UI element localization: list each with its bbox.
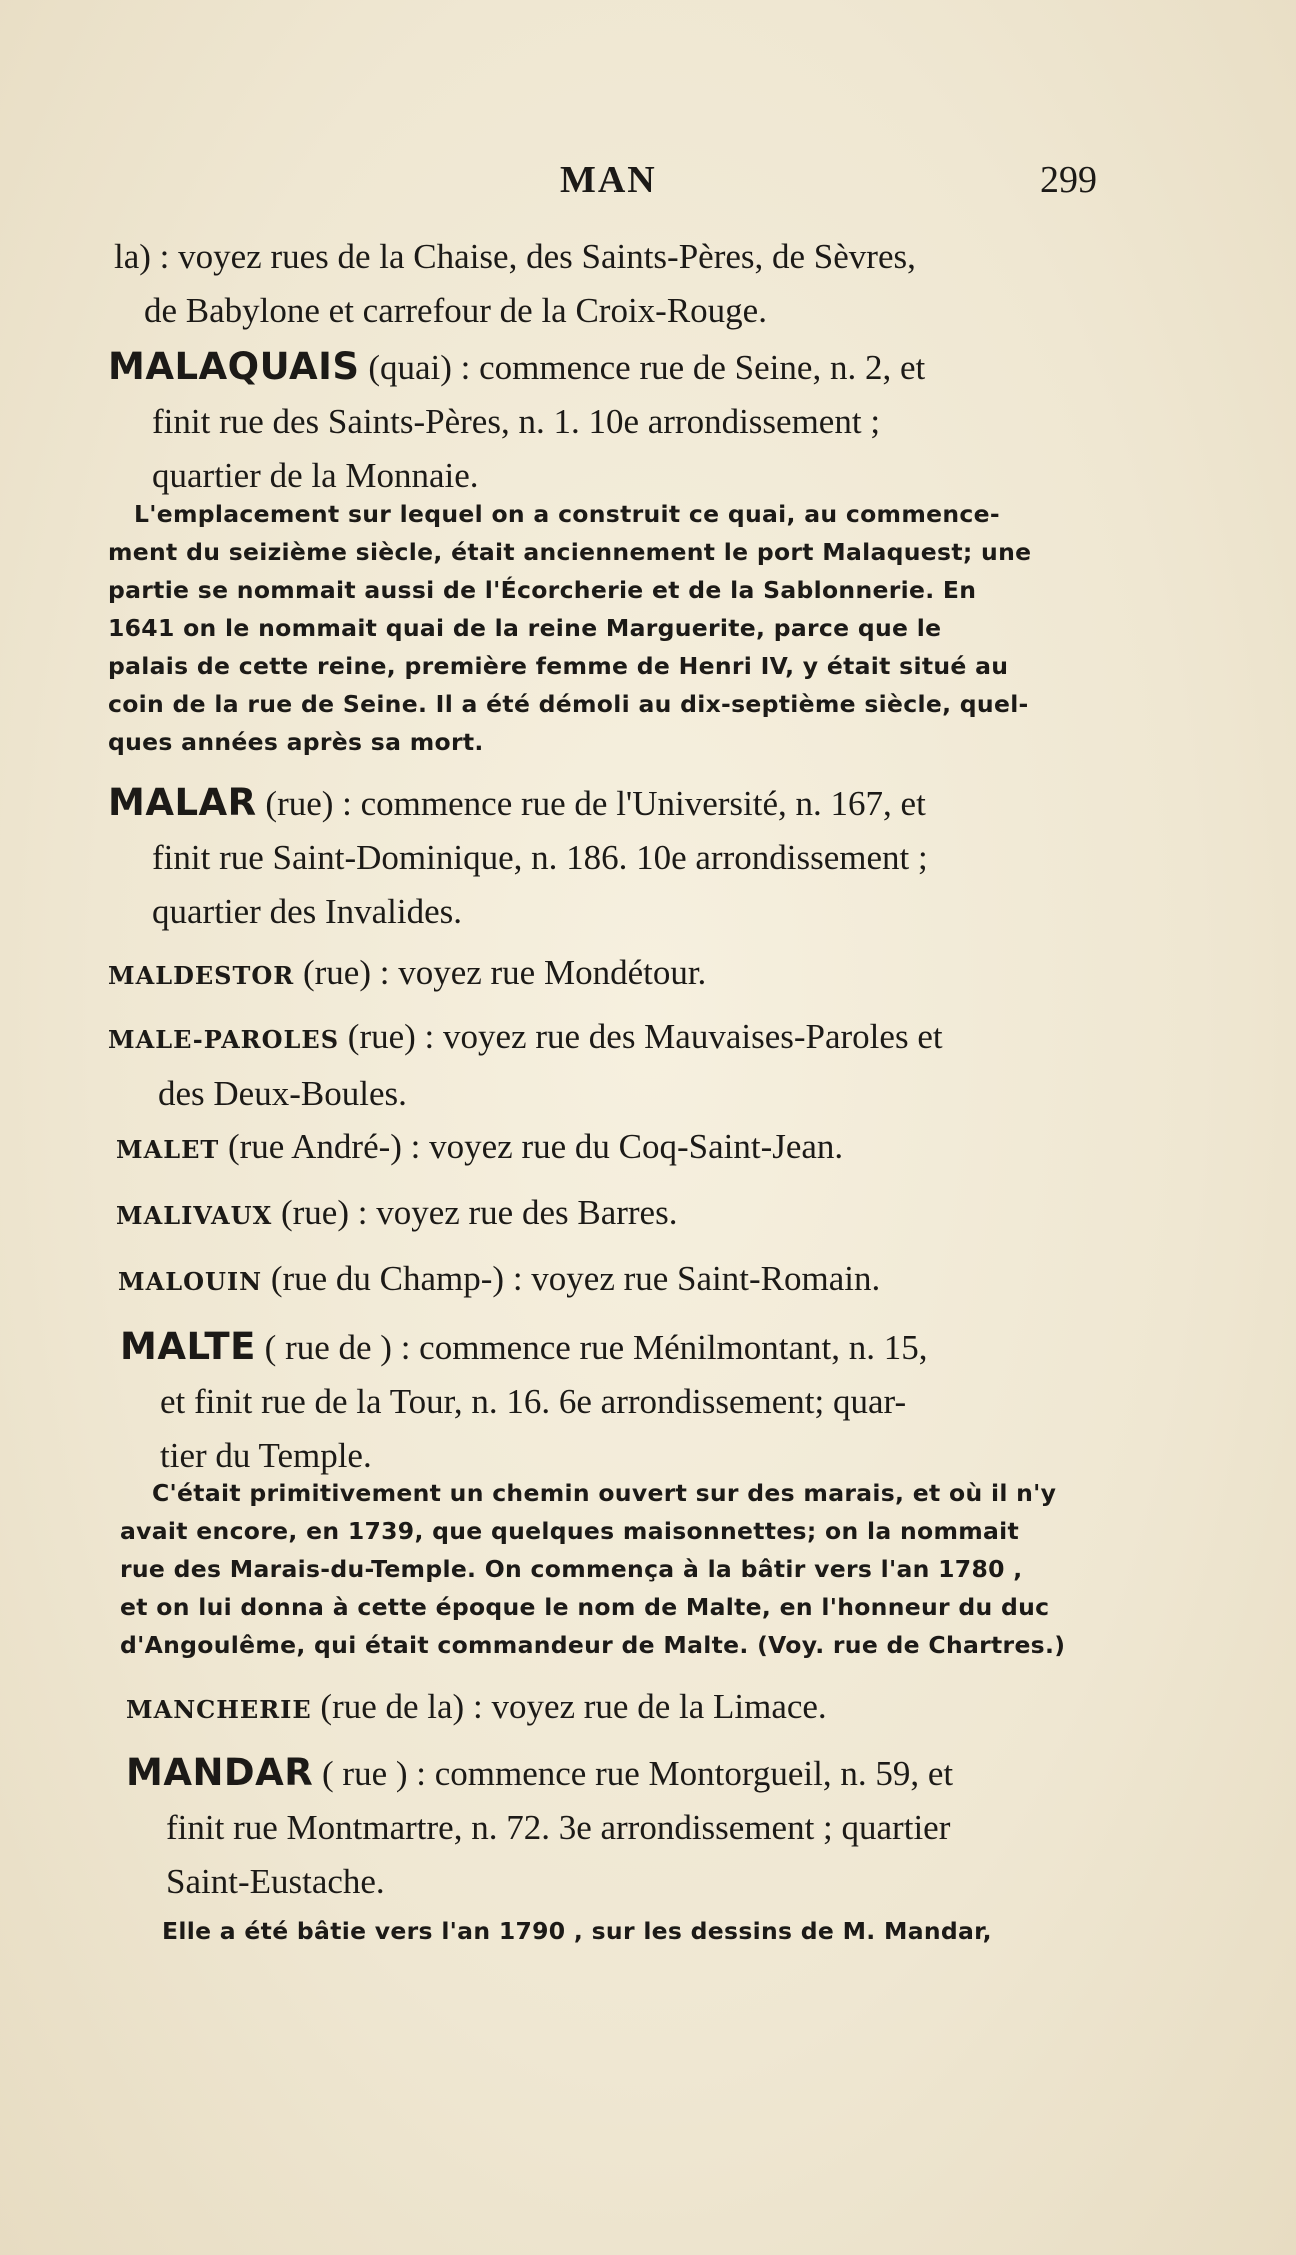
entry-line: Saint-Eustache. <box>166 1862 385 1901</box>
entry-mandar <box>108 1746 1138 1909</box>
entry-heading: MALOUIN <box>118 1267 263 1296</box>
entry-heading: MALIVAUX <box>116 1201 273 1230</box>
entry-mancherie <box>108 1680 1138 1737</box>
entry-line: de Babylone et carrefour de la Croix-Rouge. <box>144 291 767 330</box>
entry-line: (rue de la) : voyez rue de la Limace. <box>311 1687 827 1726</box>
entry-line: (rue du Champ-) : voyez rue Saint-Romain. <box>262 1259 881 1298</box>
entry-line: ( rue de ) : commence rue Ménilmontant, n. 15, <box>255 1328 928 1367</box>
entry-malaquais <box>108 340 1138 503</box>
running-header <box>0 158 1296 218</box>
continuation-entry <box>108 230 1138 338</box>
note-line: 1641 on le nommait quai de la reine Marguerite, parce que le <box>108 614 942 642</box>
note-line: et on lui donna à cette époque le nom de Malte, en l'honneur du duc <box>120 1593 1050 1621</box>
entry-line: et finit rue de la Tour, n. 16. 6e arrondissement; quar- <box>160 1382 907 1421</box>
note-mandar <box>120 1912 1140 1950</box>
entry-malte <box>108 1320 1138 1483</box>
entry-heading: MALET <box>116 1135 220 1164</box>
entry-line: (rue) : voyez rue Mondétour. <box>294 953 707 992</box>
page-number: 299 <box>1040 159 1097 201</box>
entry-malouin <box>108 1252 1138 1309</box>
entry-maldestor <box>108 946 1138 1003</box>
entry-malar <box>108 776 1138 939</box>
note-malte <box>120 1474 1140 1664</box>
entry-line: (rue André-) : voyez rue du Coq-Saint-Jean. <box>219 1127 844 1166</box>
entry-line: des Deux-Boules. <box>158 1074 407 1113</box>
note-malaquais <box>108 495 1138 761</box>
note-line: ment du seizième siècle, était anciennement le port Malaquest; une <box>108 538 1032 566</box>
note-line: partie se nommait aussi de l'Écorcherie et de la Sablonnerie. En <box>108 576 977 604</box>
note-line: rue des Marais-du-Temple. On commença à la bâtir vers l'an 1780 , <box>120 1555 1023 1583</box>
note-line: ques années après sa mort. <box>108 728 484 756</box>
note-line: d'Angoulême, qui était commandeur de Malte. (Voy. rue de Chartres.) <box>120 1631 1066 1659</box>
entry-line: (rue) : commence rue de l'Université, n. 167, et <box>256 784 926 823</box>
entry-male-paroles <box>108 1010 1138 1121</box>
note-line: palais de cette reine, première femme de Henri IV, y était situé au <box>108 652 1009 680</box>
entry-line: (rue) : voyez rue des Mauvaises-Paroles et <box>339 1017 943 1056</box>
note-line: L'emplacement sur lequel on a construit ce quai, au commence- <box>134 500 1000 528</box>
entry-heading: MALTE <box>120 1325 256 1368</box>
note-line: coin de la rue de Seine. Il a été démoli au dix-septième siècle, quel- <box>108 690 1029 718</box>
note-line: Elle a été bâtie vers l'an 1790 , sur les dessins de M. Mandar, <box>162 1917 992 1945</box>
entry-line: ( rue ) : commence rue Montorgueil, n. 59, et <box>313 1754 954 1793</box>
entry-line: (quai) : commence rue de Seine, n. 2, et <box>359 348 926 387</box>
entry-line: la) : voyez rues de la Chaise, des Saints-Pères, de Sèvres, <box>114 237 916 276</box>
note-line: C'était primitivement un chemin ouvert sur des marais, et où il n'y <box>152 1479 1057 1507</box>
entry-heading: MALE-PAROLES <box>108 1025 340 1054</box>
entry-heading: MALAR <box>108 781 257 824</box>
entry-line: finit rue Saint-Dominique, n. 186. 10e arrondissement ; <box>152 838 928 877</box>
entry-line: finit rue Montmartre, n. 72. 3e arrondissement ; quartier <box>166 1808 951 1847</box>
entry-malivaux <box>108 1186 1138 1243</box>
entry-line: quartier des Invalides. <box>152 892 463 931</box>
running-title: MAN <box>560 159 657 201</box>
entry-line: tier du Temple. <box>160 1436 372 1475</box>
entry-line: quartier de la Monnaie. <box>152 456 479 495</box>
entry-line: (rue) : voyez rue des Barres. <box>272 1193 678 1232</box>
entry-heading: MANCHERIE <box>126 1695 312 1724</box>
note-line: avait encore, en 1739, que quelques maisonnettes; on la nommait <box>120 1517 1020 1545</box>
entry-malet <box>108 1120 1138 1177</box>
entry-line: finit rue des Saints-Pères, n. 1. 10e arrondissement ; <box>152 402 881 441</box>
entry-heading: MALDESTOR <box>108 961 295 990</box>
entry-heading: MALAQUAIS <box>108 345 360 388</box>
entry-heading: MANDAR <box>126 1751 314 1794</box>
